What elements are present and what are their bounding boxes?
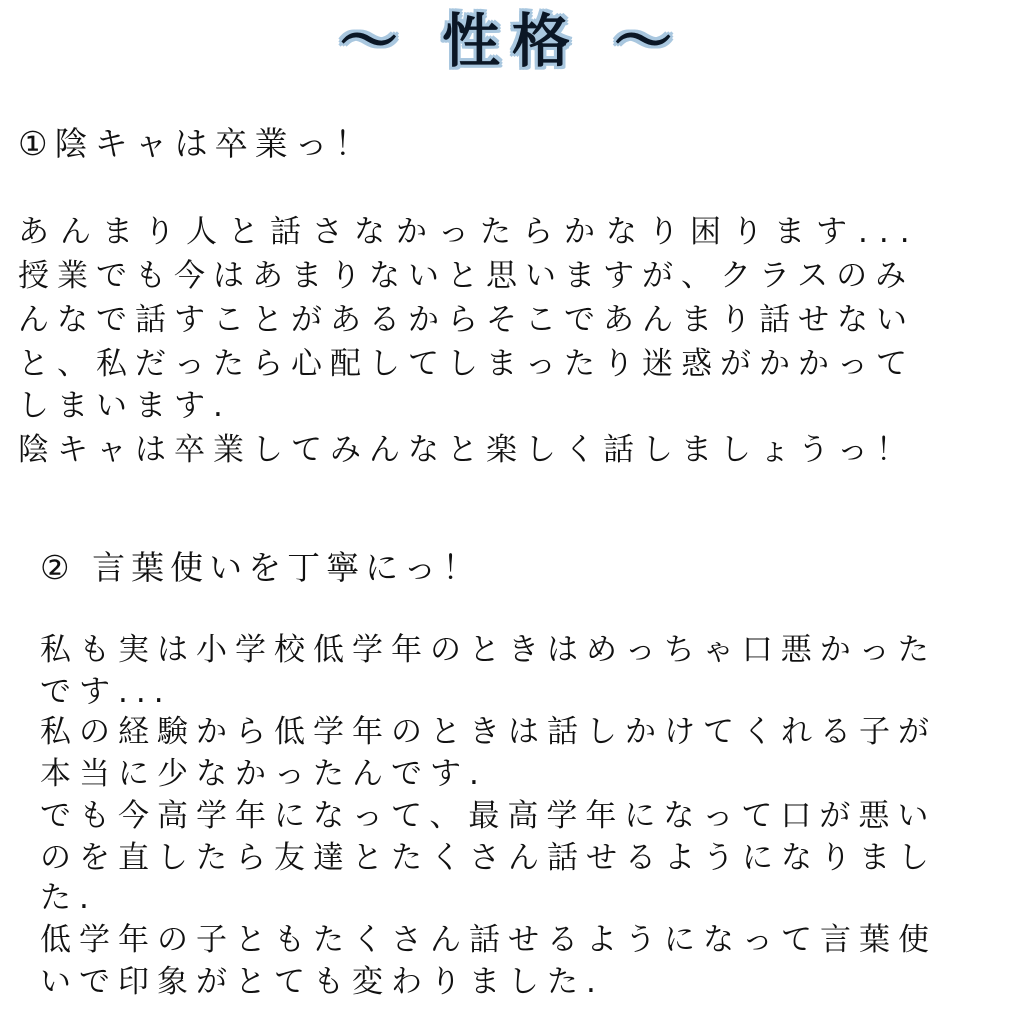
paragraph-line: しまいます. — [18, 388, 231, 424]
paragraph-line: 私も実は小学校低学年のときはめっちゃ口悪かった — [40, 632, 937, 668]
paragraph-line: 低学年の子ともたくさん話せるようになって言葉使 — [40, 922, 937, 958]
section-heading-1: ①陰キャは卒業っ！ — [18, 124, 375, 163]
paragraph-line: のを直したら友達とたくさん話せるようになりまし — [40, 840, 937, 876]
page-title: ～ 性格 ～ — [339, 7, 685, 75]
paragraph-line: 陰キャは卒業してみんなと楽しく話しましょうっ！ — [18, 432, 915, 468]
paragraph-line: んなで話すことがあるからそこであんまり話せない — [18, 302, 915, 338]
paragraph-line: 授業でも今はあまりないと思いますが、クラスのみ — [18, 258, 915, 294]
paragraph-line: 本当に少なかったんです. — [40, 756, 487, 792]
paragraph-line: た. — [40, 880, 97, 916]
section-heading-2: ② 言葉使いを丁寧にっ！ — [40, 548, 482, 587]
paragraph-line: 私の経験から低学年のときは話しかけてくれる子が — [40, 714, 937, 750]
paragraph-line: でも今高学年になって、最高学年になって口が悪い — [40, 798, 937, 834]
paragraph-line: あんまり人と話さなかったらかなり困ります... — [18, 214, 921, 250]
paragraph-line: です... — [40, 674, 172, 710]
paragraph-line: いで印象がとても変わりました. — [40, 964, 604, 1000]
paragraph-line: と、私だったら心配してしまったり迷惑がかかって — [18, 346, 915, 382]
